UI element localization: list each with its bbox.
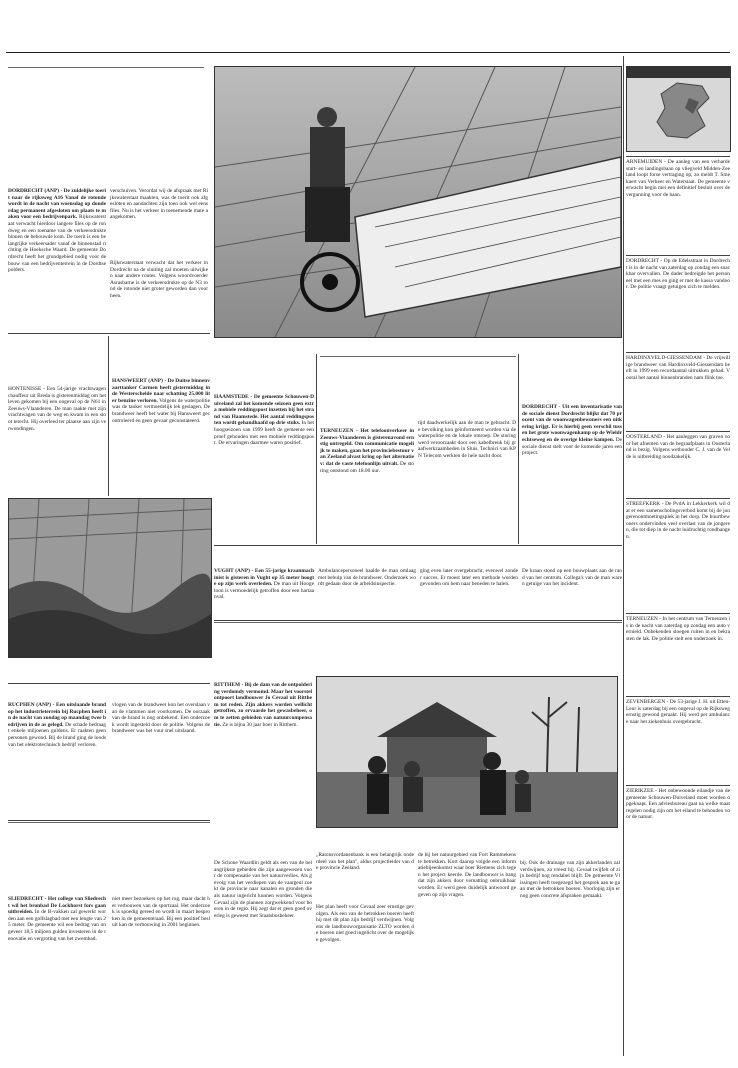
greenhouse-photo-image [215, 67, 621, 337]
telefoon-body-col2: tijd daadwerkelijk aan de man te gebracht. De bevolking kon geïnformeerd worden via de waterpolitie en de lokale omroep. De storing werd veroorzaakt door een kabelbreuk bij graafwerkzaamheden in Sluis. Technici van KPN Telecom werkten de hele nacht door. [418, 420, 516, 459]
brief-body: STREEFKERK - De PvdA in Lekkerkerk wil dat er een samenscholingsverbod komt bij de jongerenontmoetingsplek in het dorp. De buurtbewoners ondervinden veel overlast van de jongeren, die tot diep in de nacht luidruchtig rondhangen. [626, 501, 730, 540]
brief-body: TERNEUZEN - In het centrum van Terneuzen is in de nacht van zaterdag op zondag een auto vernield. Onbekenden sloegen ruiten in en bekrasten de lak. De politie stelt een onderzoek in. [626, 616, 730, 642]
cevaal-body-col1: RITTHEM - Bij de dam van de ontpoldering verdomdy vermomd. Maar het voorstel ontpoort landbouwer Jo Cevaal uit Ritthem tot reden. Zijn akkers worden wellicht getroffen, zo ervaarde het gewasbeheer, om te zetten gebieden van natuurcompensatie. Ze is bijna 30 jaar boer in Ritthem. [214, 682, 312, 728]
lead-body-col1: DORDRECHT (ANP) - De zuidelijke toerit naar de rijksweg A16 Vanaf de rotonde wordt in de nacht van woensdag op donderdag permanent afgesloten om plaats te maken voor een bedrijvenpark. Rijkswaterstaat verwacht hierdoor langere files op de rondweg en een toename van de verkeersdrukte binnen de bebouwde kom. De toerit is een belangrijke verkeersader vanaf de binnenstad richting de Hoeksche Waard. De gemeente Dordrecht heeft het grondgebied nodig voor de bouw van een bedrijventerrein in de Dordtse polders. [8, 188, 106, 274]
page-header [6, 34, 730, 53]
column-divider [108, 336, 109, 496]
greenhouse-crop-image [9, 499, 211, 657]
brief-title [626, 696, 730, 697]
main-photo-caption [214, 338, 620, 352]
brief-body: HARDINXVELD-GIESSENDAM - De vrijwillige brandweer van Hardinxveld-Giessendam heeft in 1999 een recordaantal uitrukken gehad. Vooral het aantal binnenbranden nam flink toe. [626, 355, 730, 381]
cevaal-body-col4: bij. Ook de drainage van zijn akkerlanden zal verdwijnen, zo vreest hij. Cevaal twijfelt of zijn bedrijf nog rendabel blijft. De gemeente Vlissingen heeft toegezegd het gesprek aan te gaan met de betrokken boeren. Voorlopig zijn er nog geen concrete afspraken gemaakt. [520, 860, 620, 899]
brief-body: ARNEMUIDEN - De aanleg van een verharde start- en landingsbaan op vliegveld Midden-Zeeland loopt forse vertraging op, zo meldt T. Smekaert van Verkeer en Waterstaat. De gemeente verwacht begin mei een definitief besluit over de vergunning voor de baan. [626, 159, 730, 198]
college-kicker [8, 822, 210, 823]
man-body-col2: Ambulancepersoneel haalde de man omlaag met behulp van de brandweer. Onderzoek wordt gedaan door de arbeidsinspectie. [318, 568, 416, 588]
brief-body: ZIERIKZEE - Het onbewoonde eilandje van de gemeente Schouwen-Duiveland moet worden opgeknapt. Een adviesbureau gaat na welke maatregelen nodig zijn om het eiland te behouden voor de natuur. [626, 788, 730, 821]
farmer-family-image [317, 677, 617, 827]
brief-title [626, 431, 730, 432]
main-photo [214, 66, 622, 338]
man-body-col1: VUGHT (ANP) - Een 55-jarige kraanmachinist is gisteren in Vught op 35 meter hoogte op zijn werk overleden. De man uit Hoogeloon is vermoedelijk getroffen door een hartaanval. [214, 568, 314, 601]
schouwen-body: HAAMSTEDE - De gemeente Schouwen-Duiveland zal het komende seizoen geen extra mobiele reddingspost inzetten bij het strand van Haamstede. Het aantal reddingsposten wordt gehandhaafd op drie stuks. In het hoogseizoen van 1999 heeft de gemeente een proef gehouden met een mobiele reddingspost. De ervaringen daarmee waren positief. [214, 394, 314, 447]
brand-body-col1: RUCPHEN (ANP) - Een uitslaande brand op het industrieterrein bij Rucphen heeft in de nacht van zondag op maandag twee bedrijven in de as gelegd. De schade bedraagt enkele miljoenen guldens. Er raakten geen personen gewond. Bij de brand ging de loods van het elektrotechnisch bedrijf verloren. [8, 702, 106, 748]
section-rule [8, 333, 210, 334]
college-body-col1: SLIEDRECHT - Het college van Sliedrecht wil het bronbad De Lockhorst fors gaan uitbreiden. In de B-vakken zal gewerkt worden aan een golfslagbad met een lengte van 25 meter. De gemeente wil een bedrag van ongeveer 18,5 miljoen gulden investeren in de renovatie en vergroting van het zwembad. [8, 896, 106, 942]
sirjansland-caption [8, 660, 210, 680]
tanker-body: HANSWEERT (ANP) - De Duitse binnenvaarttanker Carmen heeft gistermiddag in de Westerschelde naar schatting 25.000 liter benzine verloren. Volgens de waterpolitie was de tanker vermoedelijk lek geslagen. De brandweer heeft het water bij Hansweert gecontroleerd en geen gevaar geconstateerd. [112, 378, 210, 424]
sirjansland-photo [8, 498, 212, 658]
section-rule [214, 545, 622, 546]
lead-kicker [8, 66, 204, 68]
cevaal-body-col2b: Het plan heeft voor Cevaal zeer ernstige gevolgen. Als een van de betrokken boeren heeft hij met dit plan zijn bedrijf verdwijnen. Volgens de landbouworganisatie ZLTO worden de boeren niet goed ingelicht over de mogelijke gevolgen. [316, 904, 414, 943]
bredase-body: HONTENISSE - Een 54-jarige vrachtwagenchauffeur uit Breda is gisterenmiddag om het leven gekomen bij een ongeval op de N61 in Zeeuws-Vlaanderen. De man raakte met zijn vrachtwagen van de weg en kwam in een sloot terecht. Hij overleed ter plaatse aan zijn verwondingen. [8, 386, 106, 432]
brief-title [626, 613, 730, 614]
map-icon [627, 78, 730, 151]
brief-title [626, 255, 730, 256]
ritthem-photo [316, 676, 618, 828]
column-divider [316, 354, 317, 544]
telefoon-body-col1: TERNEUZEN - Het telefoonverkeer in Zeeuws-Vlaanderen is gisterenavond ernstig ontregeld. Om communicatie mogelijk te maken, gaan het provinciebestuur van Zeeland alvast kring op het alternatiev: dat de vaste telefoonlijn uitvalt. De storing ontstond om 18.00 uur. [320, 428, 414, 474]
section-rule [8, 820, 210, 821]
cevaal-body-col3: de bij het natuurgebied van Fort Rammekens te betrekken. Kort daarop volgde een informatiebijeenkomst waar boer Riemens zich tegen het project keerde. De landbouwer is bang dat zijn akkers door vernatting onbruikbaar worden. Er werd geen duidelijk antwoord gegeven op zijn vragen. [418, 852, 516, 898]
telefoon-kicker [320, 356, 516, 357]
ritthem-caption [316, 828, 622, 848]
section-rule [214, 620, 622, 621]
regio-zuid-logo [626, 66, 731, 152]
sidebar-briefs [626, 156, 730, 884]
meeste-body: DORDRECHT - Uit een inventarisatie van de sociale dienst Dordrecht blijkt dat 70 procent van de woonwagenbewoners een uitkering krijgt. Er is hierbij geen verschil tussen het grote woonwagenkamp op de Wieldrechtseweg en de overige kleine kampen. De sociale dienst stelt voor de komende jaren een project. [522, 404, 622, 457]
brief-title [626, 498, 730, 499]
cevaal-body-col1b: De Schone Waardlin geldt als een van de belangrijkste gebieden die zijn aangewezen voor de compensatie van het natuurverlies. Als gevolg van het verdiepen van de vaargeul zoekt de provincie naar kanalen en gronden die als natuur ingericht kunnen worden. Volgens Cevaal zijn de plannen zorgwekkend voor boeren in de regio. Hij zegt dat er geen goed overleg is geweest met Staatsbosbeheer. [214, 860, 312, 919]
brief-title [626, 352, 730, 353]
section-rule [8, 683, 210, 684]
brief-body: DORDRECHT - Op de Edelsstraat in Dordrecht is in de nacht van zaterdag op zondag een snackbar overvallen. De dader bedreigde het personeel met een mes en ging er met de kassa vandoor. De politie vraagt getuigen zich te melden. [626, 258, 730, 291]
regio-logo-bar [627, 67, 730, 78]
column-divider [623, 56, 624, 1056]
lead-body-col2: verschuiven. Verordat wij de afspraak met Rijkswaterstaat maakten, was de toerit ook afgesloten en aandachten zijn toen ook wel eens files. Nu is het verkeer in toenemende mate aangekomen. [110, 188, 208, 221]
brief-title [626, 785, 730, 786]
man-body-col4: De kraan stond op een bouwplaats aan de rand van het centrum. Collega's van de man waren getuige van het incident. [522, 568, 622, 588]
lead-body-col3: Rijkswaterstaat verwacht dat het verkeer in Dordrecht na de sluiting zal moeten uitwijken naar andere routes. Volgens woordvoerder Asrasbarne is de verkeersdrukte op de N3 rond de rotonde niet groter geworden dan voorheen. [110, 260, 208, 299]
cevaal-body-col2: „Ratonsvordanenbank is een belangrijk onderdeel van het plan", aldus projectleider van de provincie Zeeland. [316, 852, 414, 872]
brand-body-col2: vlogen van de brandweer kon het overslaan van de vlammen niet voorkomen. De oorzaak van de brand is nog onbekend. Een onderzoek wordt ingesteld door de politie. Volgens de brandweer was het vuur snel uitslaand. [112, 702, 210, 735]
college-body-col2: niet meer bezoekers op het rog, maar dacht het verbouwen van de sportzaal. Het onderzoek is spoedig gereed en wordt in maart besproken in de gemeenteraad. Bij een positief besluit kan de verbouwing in 2001 beginnen. [112, 896, 210, 929]
brief-body: ZEVENBERGEN - De 53-jarige J. H. uit Etten-Leur is zaterdag bij een ongeval op de Rijksweg ernstig gewond geraakt. Hij werd per ambulance naar het ziekenhuis overgebracht. [626, 699, 730, 725]
column-divider [518, 354, 519, 544]
cevaal-kicker [214, 622, 622, 623]
brief-title [626, 156, 730, 157]
brief-body: OOSTERLAND - Het aanleggen van graven voor het afnemen van de begraafplaats in Oosterland is bezig. Volgens wethouder C. J. van de Velde is uitbreiding noodzakelijk. [626, 434, 730, 460]
man-body-col3: ging even later overgebracht, evenwel zonder succes. Er moest later een methode worden gevonden om hem naar beneden te halen. [420, 568, 518, 588]
